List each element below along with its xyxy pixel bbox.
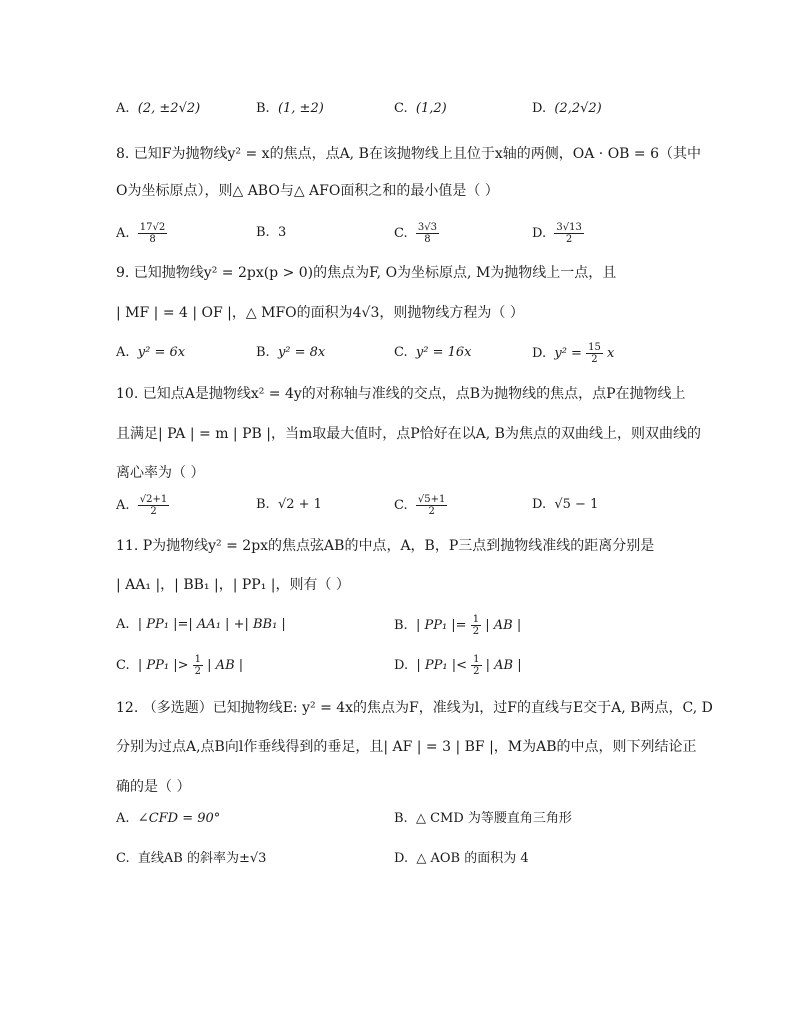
- q12-option-d: [394, 848, 529, 870]
- q7-option-b: [256, 98, 324, 120]
- numerator: √2+1: [139, 494, 168, 505]
- q11-option-d: [394, 654, 522, 677]
- denominator: 2: [591, 354, 598, 365]
- q9-option-d-label: D.: [532, 346, 547, 361]
- q11-option-b-post: | AB |: [485, 618, 522, 633]
- q8-option-d-fraction: [554, 222, 583, 245]
- q9-option-b-value: y² = 8x: [277, 345, 326, 360]
- q12-option-a-label: A.: [116, 811, 130, 826]
- q11-option-b-pre: | PP₁ |=: [415, 618, 467, 633]
- q11-option-d-post: | AB |: [485, 658, 522, 673]
- q8-option-d: [532, 222, 584, 245]
- q11-option-a: [116, 614, 286, 636]
- q7-option-b-label: B.: [256, 101, 270, 116]
- q10-option-c-label: C.: [394, 498, 408, 513]
- q8-stem-line2: O为坐标原点），则△ ABO与△ AFO面积之和的最小值是（ ）: [116, 183, 499, 199]
- numerator: 3√3: [417, 222, 437, 233]
- q12-option-c-value: 直线AB 的斜率为±√3: [137, 851, 267, 866]
- q11-option-a-label: A.: [116, 617, 130, 632]
- q10-option-b-value: √2 + 1: [277, 497, 322, 512]
- denominator: 2: [473, 666, 480, 677]
- denominator: 2: [472, 626, 480, 637]
- q8-option-b-value: 3: [277, 225, 287, 240]
- denominator: 2: [428, 506, 435, 517]
- q11-option-b: [394, 614, 521, 637]
- q12-option-c-label: C.: [116, 851, 130, 866]
- q9-stem-line1: 9. 已知抛物线y² = 2px(p > 0)的焦点为F, O为坐标原点, M为抛物线上一点，且: [116, 265, 617, 281]
- q9-option-c-label: C.: [394, 345, 408, 360]
- q11-option-d-pre: | PP₁ |<: [416, 658, 467, 673]
- numerator: 1: [473, 654, 480, 665]
- q9-stem-line2: | MF | = 4 | OF |，△ MFO的面积为4√3，则抛物线方程为（ ）: [116, 305, 524, 321]
- q12-option-d-value: △ AOB 的面积为 4: [416, 851, 529, 866]
- denominator: 2: [150, 506, 157, 517]
- q10-option-c: [394, 494, 447, 517]
- q12-option-a-value: ∠CFD = 90°: [137, 811, 221, 826]
- q7-option-a-label: A.: [116, 101, 130, 116]
- numerator: 1: [194, 654, 202, 665]
- q8-option-a: [116, 222, 167, 245]
- q9-option-b-label: B.: [256, 345, 270, 360]
- q10-option-a: [116, 494, 169, 517]
- q10-option-b: [256, 494, 322, 516]
- q11-option-b-label: B.: [394, 618, 408, 633]
- q10-option-c-fraction: [416, 494, 447, 517]
- q8-option-d-label: D.: [532, 226, 547, 241]
- q8-option-b-label: B.: [256, 225, 270, 240]
- q9-option-d-fraction: [586, 342, 603, 365]
- q9-option-c: [394, 342, 471, 364]
- q12-option-d-label: D.: [394, 851, 409, 866]
- denominator: 8: [424, 234, 431, 245]
- q10-stem-line1: 10. 已知点A是抛物线x² = 4y的对称轴与准线的交点，点B为抛物线的焦点，点P在抛物线上: [116, 386, 686, 402]
- q11-option-d-fraction: [471, 654, 481, 677]
- q12-option-b-value: △ CMD 为等腰直角三角形: [415, 811, 572, 826]
- q7-option-a-value: (2, ±2√2): [137, 101, 201, 116]
- q9-option-a-label: A.: [116, 345, 130, 360]
- q9-option-a: [116, 342, 185, 364]
- q10-stem-line2: 且满足| PA | = m | PB |，当m取最大值时，点P恰好在以A, B为焦点的双曲线上，则双曲线的: [116, 426, 701, 442]
- numerator: 17√2: [139, 222, 166, 233]
- q12-option-c: [116, 848, 266, 870]
- q10-option-b-label: B.: [256, 497, 270, 512]
- denominator: 2: [194, 666, 202, 677]
- q7-option-c-label: C.: [394, 101, 408, 116]
- numerator: 1: [472, 614, 480, 625]
- q8-option-c-label: C.: [394, 226, 408, 241]
- q8-option-b: [256, 222, 286, 244]
- q7-option-c-value: (1,2): [415, 101, 447, 116]
- q7-option-b-value: (1, ±2): [277, 101, 324, 116]
- q10-option-d: [532, 494, 598, 516]
- q8-option-c: [394, 222, 439, 245]
- q11-stem-line2: | AA₁ |，| BB₁ |，| PP₁ |，则有（ ）: [116, 577, 350, 593]
- q10-option-a-label: A.: [116, 498, 130, 513]
- q7-option-c: [394, 98, 447, 120]
- q11-option-c-pre: | PP₁ |>: [137, 658, 189, 673]
- q10-option-d-value: √5 − 1: [554, 497, 599, 512]
- q12-stem-line2: 分别为过点A,点B向l作垂线得到的垂足，且| AF | = 3 | BF |，M为AB的中点，则下列结论正: [116, 739, 697, 755]
- q7-option-d: [532, 98, 602, 120]
- q7-option-d-label: D.: [532, 101, 547, 116]
- q9-option-a-value: y² = 6x: [137, 345, 186, 360]
- denominator: 8: [149, 234, 156, 245]
- q12-stem-line1: 12. （多选题）已知抛物线E: y² = 4x的焦点为F，准线为l，过F的直线与E交于A, B两点，C, D: [116, 700, 713, 716]
- q9-option-d: [532, 342, 614, 365]
- q7-option-a: [116, 98, 200, 120]
- q11-option-b-fraction: [471, 614, 481, 637]
- q12-option-a: [116, 808, 220, 830]
- q9-option-c-value: y² = 16x: [415, 345, 472, 360]
- q8-stem-line1: 8. 已知F为抛物线y² = x的焦点，点A, B在该抛物线上且位于x轴的两侧，OA · OB = 6（其中: [116, 146, 702, 162]
- numerator: 15: [588, 342, 601, 353]
- q12-option-b: [394, 808, 572, 830]
- q10-option-d-label: D.: [532, 497, 547, 512]
- q11-option-d-label: D.: [394, 658, 409, 673]
- numerator: √5+1: [417, 494, 446, 505]
- q12-stem-line3: 确的是（ ）: [116, 779, 191, 795]
- q9-option-d-pre: y² =: [554, 346, 582, 361]
- q11-option-c: [116, 654, 243, 677]
- numerator: 3√13: [556, 222, 582, 233]
- q11-option-c-post: | AB |: [207, 658, 244, 673]
- q11-stem-line1: 11. P为抛物线y² = 2px的焦点弦AB的中点，A，B，P三点到抛物线准线的距离分别是: [116, 538, 655, 554]
- denominator: 2: [565, 234, 573, 245]
- q8-option-a-fraction: [138, 222, 167, 245]
- q10-option-a-fraction: [138, 494, 169, 517]
- q8-option-a-label: A.: [116, 226, 130, 241]
- q8-option-c-fraction: [416, 222, 439, 245]
- q11-option-a-value: | PP₁ |=| AA₁ | +| BB₁ |: [137, 617, 286, 632]
- q9-option-b: [256, 342, 325, 364]
- q12-option-b-label: B.: [394, 811, 408, 826]
- q10-stem-line3: 离心率为（ ）: [116, 465, 205, 481]
- q7-option-d-value: (2,2√2): [554, 101, 602, 116]
- q11-option-c-label: C.: [116, 658, 130, 673]
- q11-option-c-fraction: [193, 654, 203, 677]
- q9-option-d-post: x: [606, 346, 615, 361]
